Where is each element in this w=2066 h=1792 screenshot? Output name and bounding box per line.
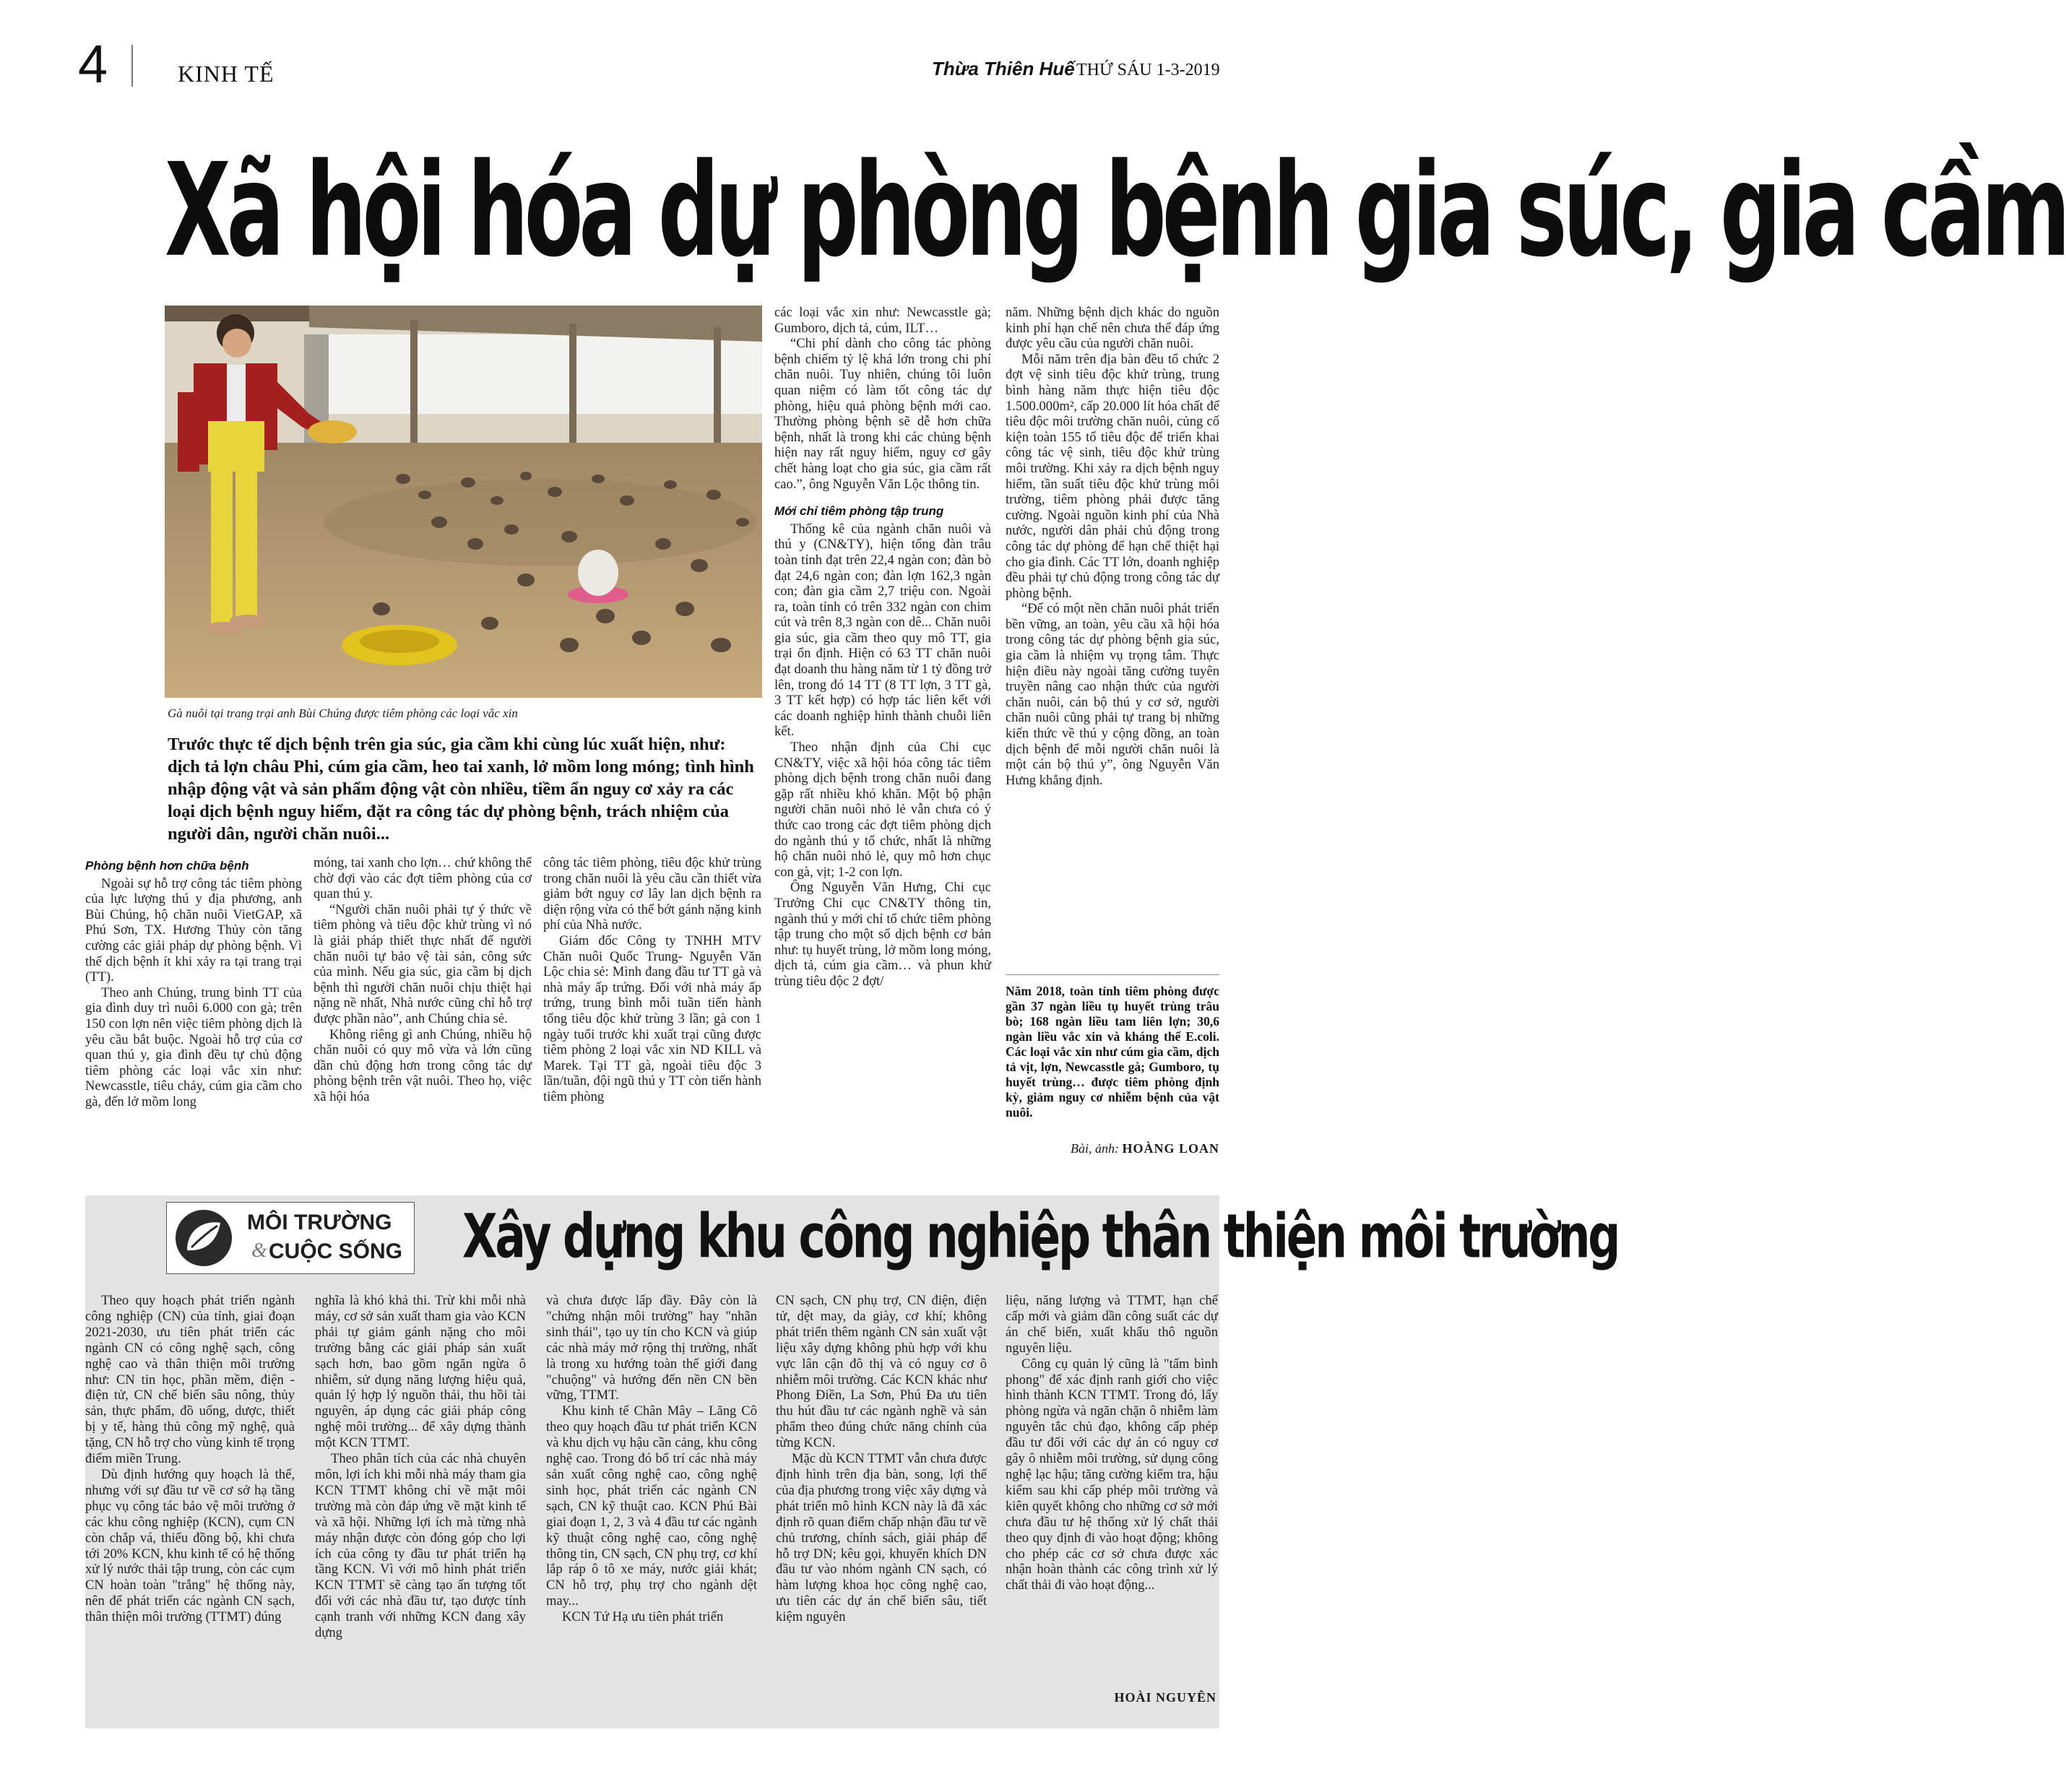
paragraph: Theo phân tích của các nhà chuyên môn, lợi ích khi mỗi nhà máy tham gia KCN TTMT không chỉ về mặt môi trường mà còn đáp ứng về mặt kinh tế và xã hội. Những lợi ích mà từng nhà máy nhận được còn đóng góp cho lợi ích của công ty đầu tư phát triển hạ tầng KCN. Vì với mô hình phát triển KCN TTMT sẽ càng tạo ấn tượng tốt đối với các nhà đầu tư, tạo được tính cạnh tranh với những KCN đang xây dựng [315,1451,526,1641]
paragraph: Không riêng gì anh Chúng, nhiều hộ chăn nuôi có quy mô vừa và lớn cũng dần chủ động hơn trong công tác dự phòng bệnh trên vật nuôi. Theo họ, việc xã hội hóa [314,1026,532,1104]
photo-caption: Gà nuôi tại trang trại anh Bùi Chúng được tiêm phòng các loại vắc xin [168,706,518,720]
leaf-logo-icon [173,1207,235,1269]
paragraph: móng, tai xanh cho lợn… chứ không thể chờ đợi vào các đợt tiêm phòng của cơ quan thú y. [314,855,532,902]
paragraph: các loại vắc xin như: Newcasstle gà; Gumboro, dịch tả, cúm, ILT… [774,305,991,336]
article2-column-3 [546,1293,757,1625]
box-divider [1006,974,1219,975]
byline-role: Bài, ảnh: [1070,1141,1119,1156]
article1-byline [1006,1141,1219,1156]
paragraph: “Chi phí dành cho công tác phòng bệnh chiếm tỷ lệ khá lớn trong chi phí chăn nuôi. Tuy nhiên, chúng tôi luôn quan niệm có làm tốt công tác dự phòng, hiệu quả phòng bệnh mới cao. Thường phòng bệnh sẽ dễ hơn chữa bệnh, nhất là trong khi các chủng bệnh hiện nay rất nguy hiểm, nguy cơ gây chết hàng loạt cho gia súc, gia cầm rất cao.”, ông Nguyễn Văn Lộc thông tin. [774,336,991,492]
article1-column-1 [85,855,302,1110]
article1-column-5 [1006,305,1219,788]
paragraph: KCN Tứ Hạ ưu tiên phát triển [562,1609,724,1625]
paragraph: liệu, năng lượng và TTMT, hạn chế cấp mới và giảm dần công suất các dự án chế biến, xuất khẩu thô nguồn nguyên liệu. [1006,1293,1218,1356]
byline-author: HOÀNG LOAN [1122,1141,1219,1156]
article1-column-4 [774,305,991,990]
newspaper-name: Thừa Thiên Huế [932,58,1075,79]
page-number: 4 [78,34,108,94]
chicken-farm-illustration [165,306,762,698]
subheading: Phòng bệnh hơn chữa bệnh [85,859,249,873]
issue-date: THỨ SÁU 1-3-2019 [1076,61,1220,79]
paragraph: Mỗi năm trên địa bàn đều tổ chức 2 đợt vệ sinh tiêu độc khử trùng, trung bình hàng năm thực hiện tiêu độc 1.500.000m², cấp 20.000 lít hóa chất để tiêu độc môi trường chăn nuôi, củng cố kiện toàn 155 tổ tiêu độc để triển khai công tác vệ sinh, tiêu độc khử trùng môi trường. Khi xảy ra dịch bệnh nguy hiểm, tần suất tiêu độc khử trùng môi trường, tiêm phòng phải được tăng cường. Ngoài nguồn kinh phí của Nhà nước, người dân phải chủ động trong công tác dự phòng để hạn chế thiệt hại cho gia đình. Các TT lớn, doanh nghiệp đều phải tự chủ động trong công tác dự phòng bệnh. [1006,351,1219,601]
paragraph: Giám đốc Công ty TNHH MTV Chăn nuôi Quốc Trung- Nguyễn Văn Lộc chia sẻ: Mình đang đầu tư TT gà và nhà máy ấp trứng. Đối với nhà máy ấp trứng, trung bình mỗi tuần tiến hành tổng tiêu độc khử trùng 3 lần; gà con 1 ngày tuổi trước khi xuất trại cũng được tiêm phòng 2 loại vắc xin ND KILL và Marek. Tại TT gà, ngoài tiêu độc 3 lần/tuần, đội ngũ thú y TT còn tiến hành tiêm phòng [543,932,761,1104]
article2-column-4 [776,1293,987,1625]
paragraph: Theo anh Chúng, trung bình TT của gia đình duy trì nuôi 6.000 con gà; trên 150 con lợn nên việc tiêm phòng dịch là yêu cầu bắt buộc. Ngoài hỗ trợ của cơ quan thú y, gia đình đều tự chủ động tiêm phòng các loại vắc xin như: Newcasstle, tiêu chảy, cúm gia cầm cho gà, đến lở mồm long [85,984,302,1109]
paragraph: Dù định hướng quy hoạch là thế, nhưng với sự đầu tư về cơ sở hạ tầng phục vụ công tác bảo vệ môi trường ở các khu công nghiệp (KCN), cụm CN còn chắp vá, thiếu đồng bộ, khi chưa tới 20% KCN, khu kinh tế có hệ thống xử lý nước thải tập trung, còn các cụm CN hoàn toàn "trắng" hệ thống này, nên để phát triển các ngành CN sạch, thân thiện môi trường (TTMT) đúng [85,1466,295,1625]
paragraph: CN sạch, CN phụ trợ, CN điện, điện tử, dệt may, da giày, cơ khí; không phát triển thêm ngành CN sản xuất vật liệu xây dựng không phù hợp với khu vực lân cận đô thị và có nguy cơ ô nhiễm môi trường. Các KCN khác như Phong Điền, La Sơn, Phú Đa ưu tiên thu hút đầu tư các ngành nghề và sản phẩm theo đúng chức năng chính của từng KCN. [776,1293,987,1451]
paragraph: Theo quy hoạch phát triển ngành công nghiệp (CN) của tỉnh, giai đoạn 2021-2030, ưu tiên phát triển các ngành CN có công nghệ sạch, công nghệ cao và thân thiện môi trường như: CN tin học, phần mềm, điện - điện tử, CN chế biến sâu nông, thủy sản, thực phẩm, đồ uống, dược, thiết bị y tế, hàng thủ công mỹ nghệ, quà tặng, CN hỗ trợ cho vùng kinh tế trọng điểm miền Trung. [85,1293,295,1467]
paragraph: “Người chăn nuôi phải tự ý thức về tiêm phòng và tiêu độc khử trùng vì nó là giải pháp thiết thực nhất để người chăn nuôi tự bảo vệ tài sản, công sức của mình. Nếu gia súc, gia cầm bị dịch bệnh thì người chăn nuôi chịu thiệt hại nặng nề nhất, Nhà nước cũng chỉ hỗ trợ được phần nào”, anh Chúng chia sẻ. [314,901,532,1026]
article2-column-2 [315,1293,526,1641]
header-divider [131,45,133,87]
article2-byline: HOÀI NGUYÊN [1114,1690,1216,1705]
logo-word-life: CUỘC SỐNG [269,1239,403,1263]
subheading: Mới chỉ tiêm phòng tập trung [774,504,944,519]
logo-ampersand: & [251,1239,267,1262]
article-headline: Xã hội hóa dự phòng bệnh gia súc, gia cầm [165,136,2066,286]
paragraph: năm. Những bệnh dịch khác do nguồn kinh phí hạn chế nên chưa thể đáp ứng được yêu cầu của người chăn nuôi. [1006,305,1219,352]
paragraph: Khu kinh tế Chân Mây – Lăng Cô theo quy hoạch đầu tư phát triển KCN và khu dịch vụ hậu cần cảng, khu công nghệ cao. Trong đó bố trí các nhà máy sản xuất công nghệ cao, công nghệ sinh học, phát triển các ngành CN sạch, CN kỹ thuật cao. KCN Phú Bài giai đoạn 1, 2, 3 và 4 đầu tư các ngành kỹ thuật công nghệ cao, công nghệ thông tin, CN sạch, CN phụ trợ, cơ khí lắp ráp ô tô xe máy, nước giải khát; CN hỗ trợ, phụ trợ cho ngành dệt may... [546,1403,757,1609]
section-name: KINH TẾ [178,61,275,87]
article-photo [165,306,762,698]
logo-word-environment: MÔI TRƯỜNG [247,1211,392,1234]
article1-column-2 [314,855,532,1105]
paragraph: Mặc dù KCN TTMT vẫn chưa được định hình trên địa bàn, song, lợi thế của địa phương trong việc xây dựng và phát triển mô hình KCN này là đã xác định rõ quan điểm chấp nhận đầu tư về chủ trương, chính sách, giải pháp để hỗ trợ DN; kêu gọi, khuyến khích DN đầu tư vào nhóm ngành CN sạch, có hàm lượng khoa học công nghệ cao, ưu tiên các dự án chế biến sâu, tiết kiệm nguyên [776,1451,987,1625]
paragraph: “Để có một nền chăn nuôi phát triển bền vững, an toàn, yêu cầu xã hội hóa trong công tác dự phòng bệnh gia súc, gia cầm là nhiệm vụ trọng tâm. Thực hiện điều này ngoài tăng cường tuyên truyền nâng cao nhận thức của người chăn nuôi, cán bộ thú y cơ sở, người chăn nuôi cũng phải tự trang bị những kiến thức về thú y cộng đồng, an toàn dịch bệnh để mỗi người chăn nuôi là một cán bộ thú y”, ông Nguyễn Văn Hưng khẳng định. [1006,601,1219,788]
paragraph: nghĩa là khó khả thi. Trừ khi mỗi nhà máy, cơ sở sản xuất tham gia vào KCN phải tự giảm gánh nặng cho môi trường bằng các giải pháp sản xuất sạch hơn, bao gồm ngăn ngừa ô nhiễm, sử dụng năng lượng hiệu quả, quản lý hợp lý nguồn thải, thu hồi tài nguyên, áp dụng các giải pháp công nghệ môi trường... để xây dựng thành một KCN TTMT. [315,1293,526,1451]
paragraph: Theo nhận định của Chi cục CN&TY, việc xã hội hóa công tác tiêm phòng dịch bệnh trong chăn nuôi đang gặp rất nhiều khó khăn. Một bộ phận người chăn nuôi nhỏ lẻ vẫn chưa có ý thức cao trong các đợt tiêm phòng dịch do ngành thú y tổ chức, nhất là những hộ chăn nuôi nhỏ lẻ, quy mô hơn chục con gà, vịt; 1-2 con lợn. [774,740,991,880]
article2-column-1 [85,1293,295,1625]
paragraph: Công cụ quản lý cũng là "tấm bình phong" để xác định ranh giới cho việc hình thành KCN TTMT. Trong đó, lấy phòng ngừa và ngăn chặn ô nhiễm làm nguyên tắc chủ đạo, không cấp phép đầu tư đối với các dự án có nguy cơ gây ô nhiễm môi trường, sử dụng công nghệ lạc hậu; tăng cường kiểm tra, hậu kiểm sau khi cấp phép môi trường và kiên quyết không cho những cơ sở mới chưa đầu tư hệ thống xử lý chất thải theo quy định đi vào hoạt động; không cho phép các cơ sở chưa được xác nhận hoàn thành các công trình xử lý chất thải đi vào hoạt động... [1006,1356,1218,1593]
paragraph: công tác tiêm phòng, tiêu độc khử trùng trong chăn nuôi là yêu cầu cần thiết vừa giảm bớt nguy cơ lây lan dịch bệnh ra diện rộng vừa có thể bớt gánh nặng kinh phí của Nhà nước. [543,855,761,933]
statistics-box: Năm 2018, toàn tỉnh tiêm phòng được gần 37 ngàn liều tụ huyết trùng trâu bò; 168 ngàn liều tam liên lợn; 30,6 ngàn liều vắc xin và kháng thể E.coli. Các loại vắc xin như cúm gia cầm, dịch tả vịt, lợn, Newcasstle gà; Gumboro, tụ huyết trùng… được tiêm phòng định kỳ, giảm nguy cơ nhiễm bệnh của vật nuôi. [1006,984,1219,1120]
paragraph: Ngoài sự hỗ trợ công tác tiêm phòng của lực lượng thú y địa phương, anh Bùi Chúng, hộ chăn nuôi VietGAP, xã Phú Sơn, TX. Hương Thủy còn tăng cường các giải pháp dự phòng bệnh. Vì thế dịch bệnh ít khi xảy ra tại trang trại (TT). [85,875,302,985]
article2-headline: Xây dựng khu công nghiệp thân thiện môi trường [462,1200,1619,1273]
article-lead: Trước thực tế dịch bệnh trên gia súc, gia cầm khi cùng lúc xuất hiện, như: dịch tả lợn châu Phi, cúm gia cầm, heo tai xanh, lở mồm long móng; tình hình nhập động vật và sản phẩm động vật còn nhiều, tiềm ẩn nguy cơ xảy ra các loại dịch bệnh nguy hiểm, đặt ra công tác dự phòng bệnh, trách nhiệm của người dân, người chăn nuôi... [168,735,754,844]
article2-column-5 [1006,1293,1218,1593]
article1-column-3 [543,855,761,1105]
paragraph: và chưa được lấp đầy. Đây còn là "chứng nhận môi trường" hay "nhãn sinh thái", tạo uy tín cho KCN và giúp các nhà máy mở rộng thị trường, nhất là trong xu hướng toàn thế giới đang "chuộng" và hướng đến nền CN bền vững, TTMT. [546,1293,757,1403]
paragraph: Thống kê của ngành chăn nuôi và thú y (CN&TY), hiện tổng đàn trâu toàn tỉnh đạt trên 22,4 ngàn con; đàn bò đạt 24,6 ngàn con; đàn lợn 162,3 ngàn con; đàn gia cầm 2,7 triệu con. Ngoài ra, toàn tỉnh có trên 332 ngàn con chim cút và trên 8,3 ngàn con dê... Chăn nuôi gia súc, gia cầm theo quy mô TT, gia trại ổn định. Hiện có 63 TT chăn nuôi đạt doanh thu hàng năm từ 1 tỷ đồng trở lên, trong đó 14 TT (8 TT lợn, 3 TT gà, 3 TT kết hợp) có hợp tác liên kết với các doanh nghiệp hình thành chuỗi liên kết. [774,521,991,740]
paragraph: Ông Nguyễn Văn Hưng, Chi cục Trưởng Chi cục CN&TY thông tin, ngành thú y mới chỉ tổ chức tiêm phòng tập trung cho một số dịch bệnh cơ bản như: tụ huyết trùng, lở mồm long móng, dịch tả, cúm gia cầm… và phun khử trùng tiêu độc 2 đợt/ [774,880,991,989]
